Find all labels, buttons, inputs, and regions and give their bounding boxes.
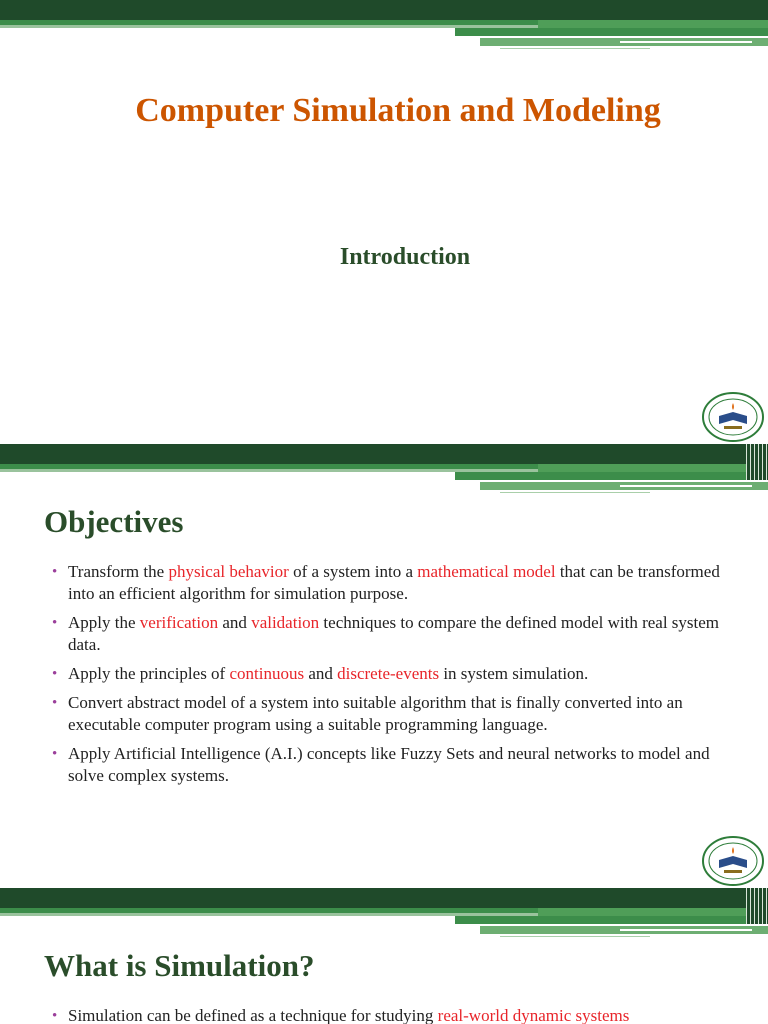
bullet-text: of a system into a: [288, 562, 418, 581]
highlighted-term: verification: [139, 613, 219, 632]
bullet-text: Apply Artificial Intelligence (A.I.) concepts like Fuzzy Sets and neural networks to model and solve complex systems.: [68, 744, 710, 785]
band-step: [455, 472, 768, 480]
highlighted-term: validation: [251, 613, 320, 632]
bullet-item: [50, 561, 730, 605]
bullet-item: [50, 692, 730, 736]
top-band: [0, 0, 768, 20]
band-line: [500, 48, 650, 49]
band-line: [500, 936, 650, 937]
bullet-item: [50, 743, 730, 787]
band-line: [620, 485, 752, 487]
bullet-dot-icon: •: [52, 695, 58, 711]
highlighted-term: discrete-events: [337, 664, 440, 683]
bullet-dot-icon: •: [52, 746, 58, 762]
band-line: [500, 492, 650, 493]
bullet-text: and: [304, 664, 338, 683]
band-ticks: [746, 444, 768, 480]
bullet-list: [50, 561, 730, 794]
top-band: [0, 444, 768, 464]
slide-heading: Objectives: [44, 504, 184, 539]
top-band: [0, 888, 768, 908]
bullet-text: Transform the: [68, 562, 169, 581]
bullet-list: [50, 1005, 730, 1024]
bullet-text: Apply the: [68, 613, 140, 632]
bullet-text: techniques to compare the defined model with real system data.: [68, 613, 720, 654]
university-seal-icon: [702, 836, 764, 886]
slide-title: [0, 0, 768, 444]
bullet-text: in system simulation.: [439, 664, 589, 683]
band-ticks: [746, 888, 768, 924]
bullet-item: [50, 663, 730, 685]
band-line: [620, 929, 752, 931]
band-line: [620, 41, 752, 43]
bullet-dot-icon: •: [52, 615, 58, 631]
slide-subtitle: Introduction: [339, 244, 471, 270]
band-step: [455, 916, 768, 924]
highlighted-term: continuous: [229, 664, 305, 683]
bullet-dot-icon: •: [52, 1008, 58, 1024]
bullet-text: that can be transformed into an efficient algorithm for simulation purpose.: [68, 562, 720, 603]
bullet-text: Convert abstract model of a system into suitable algorithm that is finally converted into an executable computer program using a suitable programming language.: [68, 693, 683, 734]
bullet-item: [50, 1005, 730, 1024]
slide-what-is-simulation: [0, 888, 768, 1024]
university-seal-icon: [702, 392, 764, 442]
bullet-text: and: [218, 613, 252, 632]
slide-title-text: Computer Simulation and Modeling: [135, 92, 661, 129]
bullet-item: [50, 612, 730, 656]
bullet-text: Apply the principles of: [68, 664, 230, 683]
highlighted-term: physical behavior: [168, 562, 289, 581]
slide-objectives: [0, 444, 768, 888]
bullet-dot-icon: •: [52, 666, 58, 682]
highlighted-term: real-world dynamic systems: [437, 1006, 630, 1024]
slide-heading: What is Simulation?: [44, 948, 315, 983]
bullet-text: Simulation can be defined as a technique for studying: [68, 1006, 438, 1024]
highlighted-term: mathematical model: [417, 562, 556, 581]
bullet-dot-icon: •: [52, 564, 58, 580]
band-step: [455, 28, 768, 36]
